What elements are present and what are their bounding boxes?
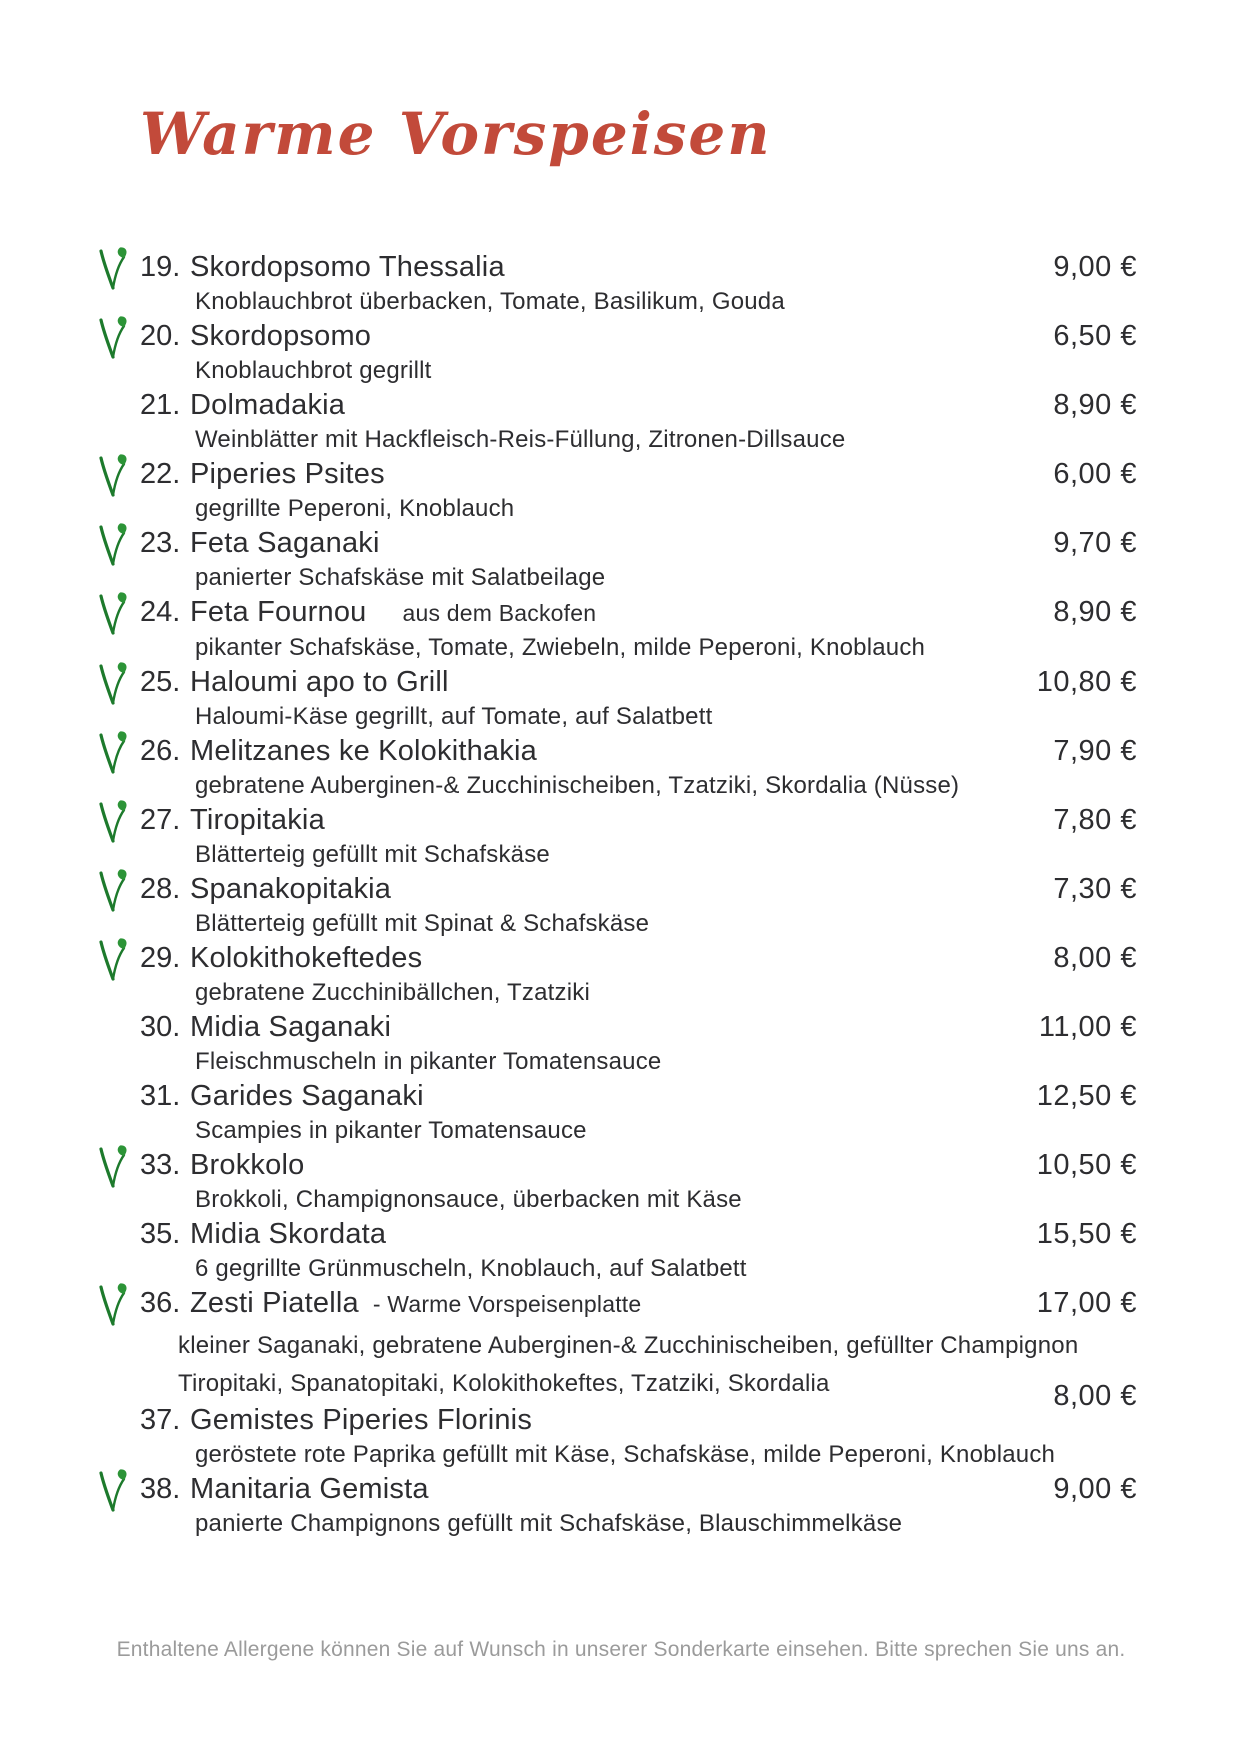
vegetarian-leaf-icon	[96, 1282, 132, 1328]
item-price: 7,30 €	[1053, 873, 1137, 905]
item-subtitle: aus dem Backofen	[402, 600, 597, 626]
item-head-row	[140, 250, 1137, 284]
menu-item	[100, 457, 1137, 526]
vegetarian-leaf-icon	[96, 661, 132, 707]
item-number: 19.	[140, 251, 181, 283]
item-price: 7,90 €	[1053, 735, 1137, 767]
item-name: Manitaria Gemista	[190, 1473, 429, 1505]
vegetarian-leaf-icon	[96, 937, 132, 983]
menu-item	[100, 872, 1137, 941]
item-description	[140, 768, 1137, 803]
item-name: Feta Saganaki	[190, 527, 380, 559]
item-price: 11,00 €	[1038, 1011, 1137, 1043]
item-number: 38.	[140, 1473, 181, 1505]
item-head-row	[140, 803, 1137, 837]
item-number: 27.	[140, 804, 181, 836]
menu-list	[100, 250, 1137, 1541]
item-description	[140, 837, 1137, 872]
item-head-row	[140, 665, 1137, 699]
item-head-row	[140, 1148, 1137, 1182]
menu-item	[100, 1472, 1137, 1541]
item-description	[140, 1044, 1137, 1079]
item-number: 26.	[140, 735, 181, 767]
item-number: 20.	[140, 320, 181, 352]
item-head-row	[140, 734, 1137, 768]
vegetarian-leaf-icon	[96, 799, 132, 845]
item-description	[140, 1251, 1137, 1286]
menu-item	[100, 803, 1137, 872]
item-name: Skordopsomo	[190, 320, 372, 352]
item-number: 31.	[140, 1080, 181, 1112]
item-head-row	[140, 1010, 1137, 1044]
item-description-line: Fleischmuscheln in pikanter Tomatensauce	[195, 1048, 662, 1075]
item-description-line: geröstete rote Paprika gefüllt mit Käse, Schafskäse, milde Peperoni, Knoblauch	[195, 1441, 1056, 1468]
item-description-line: Tiropitaki, Spanatopitaki, Kolokithokeftes, Tzatziki, Skordalia	[178, 1370, 830, 1397]
item-number: 29.	[140, 942, 181, 974]
item-description	[140, 906, 1137, 941]
item-head-row	[140, 941, 1137, 975]
menu-item	[100, 1010, 1137, 1079]
menu-item	[100, 941, 1137, 1010]
item-number: 37.	[140, 1404, 181, 1436]
item-description-line: Blätterteig gefüllt mit Schafskäse	[195, 841, 550, 868]
menu-item	[100, 1217, 1137, 1286]
item-price: 8,90 €	[1053, 389, 1137, 421]
item-description-line: pikanter Schafskäse, Tomate, Zwiebeln, milde Peperoni, Knoblauch	[195, 634, 926, 661]
item-price: 7,80 €	[1053, 804, 1137, 836]
item-name: Gemistes Piperies Florinis	[190, 1404, 533, 1436]
item-name: Piperies Psites	[190, 458, 385, 490]
item-name: Haloumi apo to Grill	[190, 666, 449, 698]
item-name: Skordopsomo Thessalia	[190, 251, 505, 283]
item-description-line: 6 gegrillte Grünmuscheln, Knoblauch, auf Salatbett	[195, 1255, 747, 1282]
item-description-line: Blätterteig gefüllt mit Spinat & Schafskäse	[195, 910, 650, 937]
page-title: Warme Vorspeisen	[140, 100, 772, 168]
item-head-row	[140, 388, 1137, 422]
item-head-row	[140, 457, 1137, 491]
menu-item	[100, 250, 1137, 319]
item-description	[140, 1506, 1137, 1541]
item-description	[140, 1321, 1137, 1403]
item-price: 6,00 €	[1053, 458, 1137, 490]
item-head-row	[140, 1079, 1137, 1113]
item-description-line: panierter Schafskäse mit Salatbeilage	[195, 564, 606, 591]
item-head-row	[140, 319, 1137, 353]
menu-item	[100, 1148, 1137, 1217]
menu-item	[100, 595, 1137, 665]
item-description	[140, 422, 1137, 457]
item-name: Midia Skordata	[190, 1218, 387, 1250]
item-number: 36.	[140, 1287, 181, 1319]
item-price: 10,50 €	[1036, 1149, 1137, 1181]
item-head-row	[140, 1217, 1137, 1251]
menu-item	[100, 319, 1137, 388]
menu-item	[100, 1286, 1137, 1403]
item-head-row	[140, 1472, 1137, 1506]
item-description-line: gebratene Auberginen-& Zucchinischeiben, Tzatziki, Skordalia (Nüsse)	[195, 772, 960, 799]
item-name: Dolmadakia	[190, 389, 346, 421]
item-description	[140, 1182, 1137, 1217]
item-price: 6,50 €	[1053, 320, 1137, 352]
menu-item	[100, 526, 1137, 595]
item-number: 21.	[140, 389, 181, 421]
item-description-line: Scampies in pikanter Tomatensauce	[195, 1117, 587, 1144]
item-price: 8,00 €	[1053, 942, 1137, 974]
item-number: 35.	[140, 1218, 181, 1250]
item-description	[140, 630, 1137, 665]
item-description-line: Knoblauchbrot gegrillt	[195, 357, 432, 384]
item-description	[140, 491, 1137, 526]
item-number: 30.	[140, 1011, 181, 1043]
vegetarian-leaf-icon	[96, 730, 132, 776]
item-number: 25.	[140, 666, 181, 698]
item-description-line: Weinblätter mit Hackfleisch-Reis-Füllung, Zitronen-Dillsauce	[195, 426, 846, 453]
item-price: 8,90 €	[1053, 596, 1137, 628]
item-description	[140, 560, 1137, 595]
item-description-line: Knoblauchbrot überbacken, Tomate, Basilikum, Gouda	[195, 288, 785, 315]
vegetarian-leaf-icon	[96, 453, 132, 499]
item-description-line: kleiner Saganaki, gebratene Auberginen-& Zucchinischeiben, gefüllter Champignon	[178, 1332, 1079, 1359]
vegetarian-leaf-icon	[96, 1468, 132, 1514]
item-description-line: panierte Champignons gefüllt mit Schafskäse, Blauschimmelkäse	[195, 1510, 903, 1537]
vegetarian-leaf-icon	[96, 1144, 132, 1190]
allergen-footer: Enthaltene Allergene können Sie auf Wunsch in unserer Sonderkarte einsehen. Bitte sprechen Sie uns an.	[116, 1638, 1126, 1661]
item-description	[140, 353, 1137, 388]
item-name: Garides Saganaki	[190, 1080, 424, 1112]
menu-item	[100, 1079, 1137, 1148]
vegetarian-leaf-icon	[96, 315, 132, 361]
item-description-line: gegrillte Peperoni, Knoblauch	[195, 495, 515, 522]
item-price: 9,00 €	[1053, 251, 1137, 283]
item-number: 33.	[140, 1149, 181, 1181]
item-name: Kolokithokeftedes	[190, 942, 423, 974]
item-number: 22.	[140, 458, 181, 490]
item-description-line: gebratene Zucchinibällchen, Tzatziki	[195, 979, 590, 1006]
item-description	[140, 699, 1137, 734]
item-head-row	[140, 1286, 1137, 1321]
item-name: Tiropitakia	[190, 804, 325, 836]
item-price: 9,70 €	[1053, 527, 1137, 559]
item-price: 8,00 €	[1053, 1380, 1137, 1412]
item-name: Feta Fournou	[190, 596, 367, 628]
item-price: 9,00 €	[1053, 1473, 1137, 1505]
item-head-row	[140, 595, 1137, 630]
item-price: 12,50 €	[1036, 1080, 1137, 1112]
item-price: 10,80 €	[1036, 666, 1137, 698]
item-name: Spanakopitakia	[190, 873, 392, 905]
item-name: Zesti Piatella	[190, 1287, 359, 1319]
item-description	[140, 1437, 1137, 1472]
item-price: 17,00 €	[1036, 1287, 1137, 1319]
item-number: 28.	[140, 873, 181, 905]
item-description-line: Brokkoli, Champignonsauce, überbacken mit Käse	[195, 1186, 742, 1213]
item-description	[140, 1113, 1137, 1148]
vegetarian-leaf-icon	[96, 246, 132, 292]
item-head-row	[140, 526, 1137, 560]
item-name: Brokkolo	[190, 1149, 305, 1181]
item-price: 15,50 €	[1036, 1218, 1137, 1250]
item-number: 23.	[140, 527, 181, 559]
vegetarian-leaf-icon	[96, 522, 132, 568]
menu-item	[100, 388, 1137, 457]
vegetarian-leaf-icon	[96, 868, 132, 914]
item-name: Midia Saganaki	[190, 1011, 392, 1043]
item-name: Melitzanes ke Kolokithakia	[190, 735, 537, 767]
item-description	[140, 284, 1137, 319]
menu-item	[100, 665, 1137, 734]
item-head-row	[140, 872, 1137, 906]
item-description	[140, 975, 1137, 1010]
item-description-line: Haloumi-Käse gegrillt, auf Tomate, auf Salatbett	[195, 703, 713, 730]
item-subtitle: - Warme Vorspeisenplatte	[372, 1291, 642, 1317]
vegetarian-leaf-icon	[96, 591, 132, 637]
menu-item	[100, 734, 1137, 803]
item-number: 24.	[140, 596, 181, 628]
